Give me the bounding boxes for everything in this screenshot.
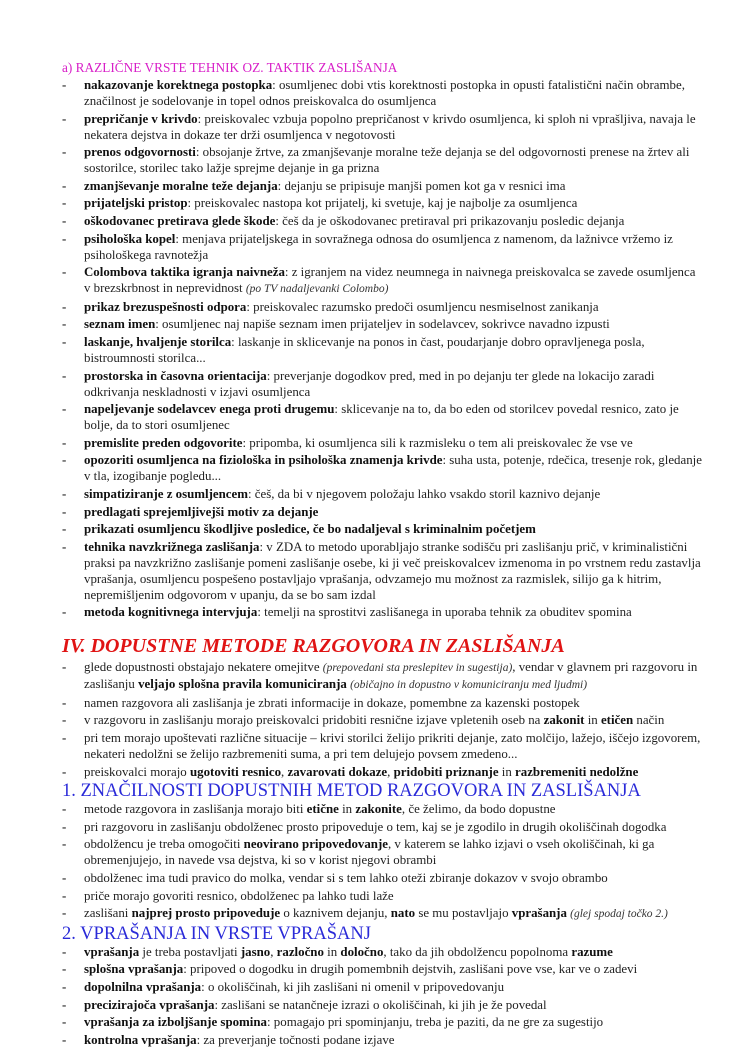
- list-item: [62, 961, 702, 977]
- bullet-dash: -: [62, 605, 67, 620]
- section-2-heading: 2. VPRAŠANJA IN VRSTE VPRAŠANJ: [62, 923, 371, 944]
- item-text: priče morajo govoriti resnico, obdolženec pa lahko tudi laže: [84, 888, 394, 903]
- bold-term: prijateljski pristop: [84, 196, 188, 211]
- bold-term: laskanje, hvaljenje storilca: [84, 334, 232, 349]
- list-item: [62, 604, 702, 620]
- bullet-dash: -: [62, 213, 67, 228]
- item-text: : sklicevanje na to, da bo eden od storilcev povedal resnico, zato je bolje, da to stori osumljenec: [84, 402, 679, 433]
- bullet-dash: -: [62, 962, 67, 977]
- list-item: [62, 486, 702, 502]
- list-item: [62, 178, 702, 194]
- bold-term: predlagati sprejemljivejši motiv za dejanje: [84, 504, 319, 519]
- bullet-dash: -: [62, 486, 67, 501]
- bold-term: seznam imen: [84, 317, 156, 332]
- bold-term: etičen: [600, 713, 634, 728]
- item-text: : suha usta, potenje, rdečica, tresenje rok, gledanje v tla, izogibanje pogledu...: [84, 453, 702, 484]
- bold-term: nato: [390, 906, 416, 921]
- item-text: glede dopustnosti obstajajo nekatere omejitve: [84, 660, 323, 675]
- item-text: : osumljenec dobi vtis korektnosti postopka in opusti fatalistični način obrambe, značilnost je sodelovanje in topel odnos preiskovalca do osumljenca: [84, 78, 685, 108]
- bold-term: splošna vprašanja: [84, 962, 184, 977]
- list-item: [62, 764, 702, 780]
- bullet-dash: -: [62, 231, 67, 246]
- bullet-dash: -: [62, 299, 67, 314]
- list-item: [62, 111, 702, 143]
- item-text: : dejanju se pripisuje manjši pomen kot ga v resnici ima: [277, 178, 566, 193]
- item-text: in: [498, 764, 516, 779]
- list-item: [62, 979, 702, 995]
- bold-term: najprej prosto pripoveduje: [131, 906, 281, 921]
- item-text: : v ZDA to metodo uporabljajo stranke sodišču pri zaslišanju prič, v kriminalistični praksi pa navzkrižno zaslišanje pomeni zaslišanje osebe, ki ji več preiskovalcev izmenoma in po vrstnem redu zastavlja vprašanja, osumljencu pospešeno postavljajo vprašanja, odvzamejo mu možnost za razmislek, silijo ga k hitrim, nepremišljenim odgovorom v upanju, da se bo sam izdal: [84, 539, 701, 602]
- item-text: : temelji na sprostitvi zaslišanega in uporaba tehnik za obuditev spomina: [257, 605, 632, 620]
- list-item: [62, 334, 702, 366]
- bold-term: zmanjševanje moralne teže dejanja: [84, 178, 278, 193]
- item-text: : pripomba, ki osumljenca sili k razmisleku o tem ali preiskovalec že vse ve: [242, 435, 633, 450]
- list-item: [62, 836, 702, 868]
- list-item: [62, 521, 702, 537]
- bullet-dash: -: [62, 435, 67, 450]
- item-text: , v katerem se lahko izjavi o vseh okoliščinah, ki ga obremenjujejo, in navede vsa dejstva, ki so v korist njegovi obrambi: [84, 837, 655, 868]
- bold-term: ugotoviti resnico: [189, 764, 282, 779]
- item-text: in: [338, 802, 356, 817]
- bold-term: razbremeniti nedolžne: [515, 764, 639, 779]
- item-text: obdolžencu je treba omogočiti: [84, 837, 244, 852]
- item-text: je treba postavljati: [139, 944, 241, 959]
- list-item: [62, 435, 702, 451]
- bullet-dash: -: [62, 713, 67, 728]
- bullet-dash: -: [62, 980, 67, 994]
- bold-term: vprašanja za izboljšanje spomina: [84, 1015, 267, 1030]
- item-text: : osumljenec naj napiše seznam imen prijateljev in sodelavcev, sokrivce navadno izpusti: [155, 317, 610, 332]
- section-1-heading: 1. ZNAČILNOSTI DOPUSTNIH METOD RAZGOVORA IN ZASLIŠANJA: [62, 781, 641, 802]
- bold-term: neovirano pripovedovanje: [243, 837, 388, 852]
- list-item: [62, 401, 702, 433]
- italic-note: (prepovedani sta preslepitev in sugestija): [322, 662, 513, 675]
- bullet-dash: -: [62, 660, 67, 675]
- bold-term: veljajo splošna pravila komuniciranja: [138, 677, 347, 692]
- italic-note: (običajno in dopustno v komuniciranju med ljudmi): [350, 679, 588, 692]
- list-item: [62, 264, 702, 297]
- item-text: obdolženec ima tudi pravico do molka, vendar si s tem lahko oteži zbiranje dokazov v svojo obrambo: [84, 871, 608, 886]
- bold-term: napeljevanje sodelavcev enega proti drugemu: [84, 402, 335, 417]
- bold-term: kontrolna vprašanja: [84, 1032, 197, 1047]
- item-text: in: [584, 713, 601, 728]
- list-item: [62, 944, 702, 960]
- item-text: ,: [281, 764, 288, 779]
- bold-term: določno: [340, 944, 384, 959]
- bullet-dash: -: [62, 1032, 67, 1047]
- bullet-dash: -: [62, 145, 67, 160]
- section-1-list: [62, 801, 702, 922]
- item-text: : z igranjem na videz neumnega in naivnega preiskovalca se zavede osumljenca v brezskrbnost in neprevidnost: [84, 265, 696, 296]
- item-text: : češ, da bi v njegovem položaju lahko vsakdo storil kaznivo dejanje: [247, 486, 601, 501]
- bullet-dash: -: [62, 802, 67, 817]
- list-item: [62, 195, 702, 211]
- bold-term: zakonite: [355, 802, 402, 817]
- list-item: [62, 712, 702, 728]
- bullet-dash: -: [62, 997, 67, 1012]
- bold-term: prenos odgovornosti: [84, 145, 196, 160]
- list-item: [62, 695, 702, 711]
- bullet-dash: -: [62, 111, 67, 126]
- list-item: [62, 801, 702, 817]
- item-text: pri razgovoru in zaslišanju obdolženec prosto pripoveduje o tem, kaj se je zgodilo in drugih okoliščinah dogodka: [84, 819, 667, 834]
- item-text: : o okoliščinah, ki jih zaslišani ni omenil v pripovedovanju: [201, 980, 505, 994]
- list-item: [62, 730, 702, 762]
- item-text: , tako da jih obdolžencu popolnoma: [383, 944, 572, 959]
- list-item: [62, 316, 702, 332]
- item-text: zaslišani: [84, 906, 132, 921]
- list-item: [62, 504, 702, 520]
- list-item: [62, 905, 702, 922]
- bold-term: prikaz brezuspešnosti odpora: [84, 299, 247, 314]
- document-page: [62, 59, 702, 1049]
- bullet-dash: -: [62, 504, 67, 519]
- bullet-dash: -: [62, 695, 67, 710]
- bold-term: metoda kognitivnega intervjuja: [84, 605, 258, 620]
- bullet-dash: -: [62, 522, 67, 537]
- list-item: [62, 659, 702, 693]
- item-text: : češ da je oškodovanec pretiraval pri prikazovanju posledic dejanja: [275, 213, 625, 228]
- bold-term: etične: [306, 802, 339, 817]
- bold-term: zakonit: [543, 713, 585, 728]
- bullet-dash: -: [62, 1015, 67, 1030]
- item-text: pri tem morajo upoštevati različne situacije – krivi storilci želijo prikriti dejanje, zato molčijo, lažejo, iščejo izgovorem, nekateri nedolžni se želijo razbremeniti suma, a pri tem delujejo povsem zmedeno...: [84, 731, 701, 762]
- item-text: in: [323, 944, 341, 959]
- list-item: [62, 368, 702, 400]
- bold-term: razločno: [276, 944, 324, 959]
- list-item: [62, 1032, 702, 1048]
- bold-term: simpatiziranje z osumljencem: [84, 486, 248, 501]
- bullet-dash: -: [62, 871, 67, 886]
- bold-term: razume: [571, 944, 613, 959]
- list-item: [62, 299, 702, 315]
- item-text: ,: [270, 944, 277, 959]
- item-text: se mu postavljajo: [415, 906, 512, 921]
- bullet-dash: -: [62, 764, 67, 779]
- bold-term: tehnika navzkrižnega zaslišanja: [84, 539, 260, 554]
- list-item: [62, 997, 702, 1013]
- list-item: [62, 144, 702, 176]
- bold-term: jasno: [240, 944, 271, 959]
- bold-term: nakazovanje korektnega postopka: [84, 78, 273, 92]
- item-text: : obsojanje žrtve, za zmanjševanje moralne teže dejanja se del odgovornosti prenese na žrtev ali sostorilce, storilec tako lažje sprejme dejanje in ga prizna: [84, 145, 690, 176]
- section-a-heading: a) RAZLIČNE VRSTE TEHNIK OZ. TAKTIK ZASLIŠANJA: [62, 60, 398, 75]
- section-2-list: [62, 944, 702, 1048]
- bullet-dash: -: [62, 819, 67, 834]
- bullet-dash: -: [62, 731, 67, 746]
- item-text: : preiskovalec razumsko predoči osumljencu nesmiselnost zanikanja: [246, 299, 599, 314]
- list-item: [62, 539, 702, 603]
- item-text: način: [633, 713, 665, 728]
- bullet-dash: -: [62, 402, 67, 417]
- bullet-dash: -: [62, 888, 67, 903]
- bold-term: precizirajoča vprašanja: [84, 997, 215, 1012]
- item-text: preiskovalci morajo: [84, 764, 190, 779]
- item-text: : menjava prijateljskega in sovražnega odnosa do osumljenca z namenom, da lažnivce vržemo iz psihološkega ravnotežja: [84, 231, 673, 262]
- bullet-dash: -: [62, 906, 67, 921]
- list-item: [62, 888, 702, 904]
- item-text: : preiskovalec vzbuja popolno prepričanost v krivdo osumljenca, ki sploh ni vprašljiva, navaja le nekatera dejstva in dokaze ter drži osumljenca v negotovosti: [84, 111, 696, 142]
- item-text: namen razgovora ali zaslišanja je zbrati informacije in dokaze, pomembne za kazenski postopek: [84, 695, 580, 710]
- bullet-dash: -: [62, 368, 67, 383]
- item-text: : zaslišani se natančneje izrazi o okoliščinah, ki jih je že povedal: [214, 997, 547, 1012]
- bold-term: zavarovati dokaze: [287, 764, 388, 779]
- italic-note: (po TV nadaljevanki Colombo): [245, 283, 389, 296]
- list-item: [62, 231, 702, 263]
- list-item: [62, 452, 702, 484]
- bullet-dash: -: [62, 453, 67, 468]
- section-a-list: [62, 77, 702, 620]
- bold-term: pridobiti priznanje: [393, 764, 499, 779]
- bold-term: prepričanje v krivdo: [84, 111, 198, 126]
- item-text: : preiskovalec nastopa kot prijatelj, ki svetuje, kaj je najbolje za osumljenca: [187, 196, 578, 211]
- list-item: [62, 1014, 702, 1030]
- bold-term: opozoriti osumljenca na fiziološka in psihološka znamenja krivde: [84, 453, 443, 468]
- list-item: [62, 213, 702, 229]
- item-text: : pripoved o dogodku in drugih pomembnih dejstvih, zaslišani pove vse, kar ve o zadevi: [183, 962, 638, 977]
- bullet-dash: -: [62, 539, 67, 554]
- item-text: , če želimo, da bodo dopustne: [401, 802, 556, 817]
- bullet-dash: -: [62, 265, 67, 280]
- section-iv-heading: IV. DOPUSTNE METODE RAZGOVORA IN ZASLIŠANJA: [62, 635, 565, 658]
- item-text: o kaznivem dejanju,: [280, 906, 391, 921]
- list-item: [62, 819, 702, 835]
- bold-term: Colombova taktika igranja naivneža: [84, 265, 285, 280]
- bullet-dash: -: [62, 78, 67, 92]
- bold-term: psihološka kopel: [84, 231, 176, 246]
- item-text: ,: [387, 764, 394, 779]
- item-text: , vendar v glavnem pri razgovoru in zaslišanju: [84, 660, 698, 692]
- list-item: [62, 77, 702, 109]
- bullet-dash: -: [62, 317, 67, 332]
- item-text: v razgovoru in zaslišanju morajo preiskovalci pridobiti resnične izjave vpletenih oseb na: [84, 713, 544, 728]
- item-text: : pomagajo pri spominjanju, treba je paziti, da ne gre za sugestijo: [267, 1015, 604, 1030]
- bold-term: dopolnilna vprašanja: [84, 980, 202, 994]
- bullet-dash: -: [62, 196, 67, 211]
- bold-term: premislite preden odgovorite: [84, 435, 243, 450]
- item-text: : za preverjanje točnosti podane izjave: [196, 1032, 395, 1047]
- bullet-dash: -: [62, 837, 67, 852]
- section-iv-list: [62, 659, 702, 779]
- bold-term: oškodovanec pretirava glede škode: [84, 213, 276, 228]
- item-text: metode razgovora in zaslišanja morajo biti: [84, 802, 307, 817]
- bold-term: vprašanja: [84, 944, 140, 959]
- bold-term: prostorska in časovna orientacija: [84, 368, 267, 383]
- bold-term: prikazati osumljencu škodljive posledice, če bo nadaljeval s kriminalnim početjem: [84, 522, 536, 537]
- bullet-dash: -: [62, 944, 67, 959]
- item-text: : laskanje in sklicevanje na ponos in čast, poudarjanje dobro opravljenega posla, bistroumnosti storilca...: [84, 334, 645, 365]
- item-text: : preverjanje dogodkov pred, med in po dejanju ter glede na lokacijo zaradi odkrivanja neskladnosti v izjavi osumljenca: [84, 368, 655, 399]
- list-item: [62, 870, 702, 886]
- bullet-dash: -: [62, 334, 67, 349]
- bullet-dash: -: [62, 178, 67, 193]
- bold-term: vprašanja: [511, 906, 567, 921]
- italic-note: (glej spodaj točko 2.): [570, 908, 668, 921]
